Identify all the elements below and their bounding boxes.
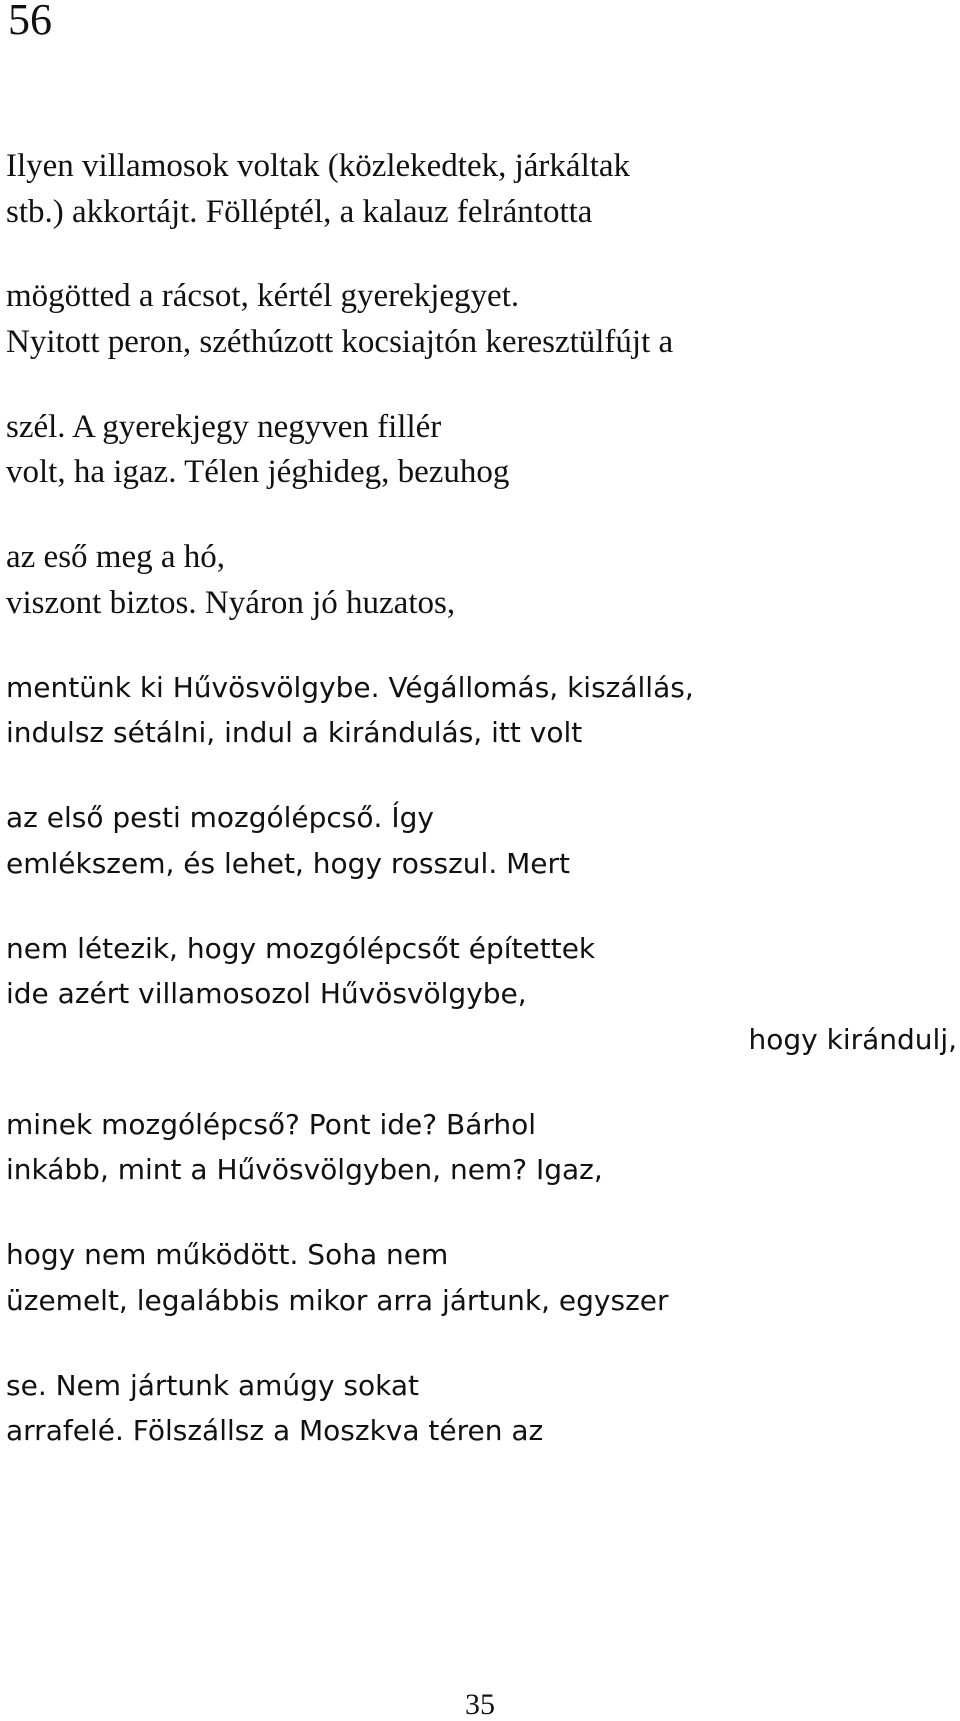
poem-line: emlékszem, és lehet, hogy rosszul. Mert: [6, 847, 571, 880]
poem-line: mögötted a rácsot, kértél gyerekjegyet.: [6, 278, 520, 314]
poem-line: inkább, mint a Hűvösvölgyben, nem? Igaz,: [6, 1153, 603, 1186]
poem-line: ide azért villamosozol Hűvösvölgybe,: [6, 977, 527, 1010]
poem-line: az eső meg a hó,: [6, 539, 225, 575]
poem-line: nem létezik, hogy mozgólépcsőt építettek: [6, 932, 596, 965]
poem-line: Ilyen villamosok voltak (közlekedtek, járkáltak: [6, 148, 631, 184]
poem-line-right-aligned: hogy kirándulj,: [748, 1023, 957, 1056]
poem-line: szél. A gyerekjegy negyven fillér: [6, 409, 442, 445]
poem-line: mentünk ki Hűvösvölgybe. Végállomás, kiszállás,: [6, 671, 694, 704]
poem-line: volt, ha igaz. Télen jéghideg, bezuhog: [6, 454, 510, 490]
poem-line: az első pesti mozgólépcső. Így: [6, 801, 434, 834]
top-page-number: 56: [8, 0, 52, 44]
bottom-page-number: 35: [465, 1688, 495, 1721]
poem-line: üzemelt, legalábbis mikor arra jártunk, egyszer: [6, 1284, 669, 1317]
poem-line: arrafelé. Fölszállsz a Moszkva téren az: [6, 1414, 544, 1447]
poem-line: viszont biztos. Nyáron jó huzatos,: [6, 585, 456, 621]
poem-line: stb.) akkortájt. Fölléptél, a kalauz felrántotta: [6, 194, 593, 230]
poem-line: minek mozgólépcső? Pont ide? Bárhol: [6, 1108, 537, 1141]
poem-line: hogy nem működött. Soha nem: [6, 1238, 449, 1271]
poem-line: se. Nem jártunk amúgy sokat: [6, 1369, 419, 1402]
poem-line: Nyitott peron, széthúzott kocsiajtón keresztülfújt a: [6, 324, 674, 360]
poem-line: indulsz sétálni, indul a kirándulás, itt volt: [6, 716, 583, 749]
